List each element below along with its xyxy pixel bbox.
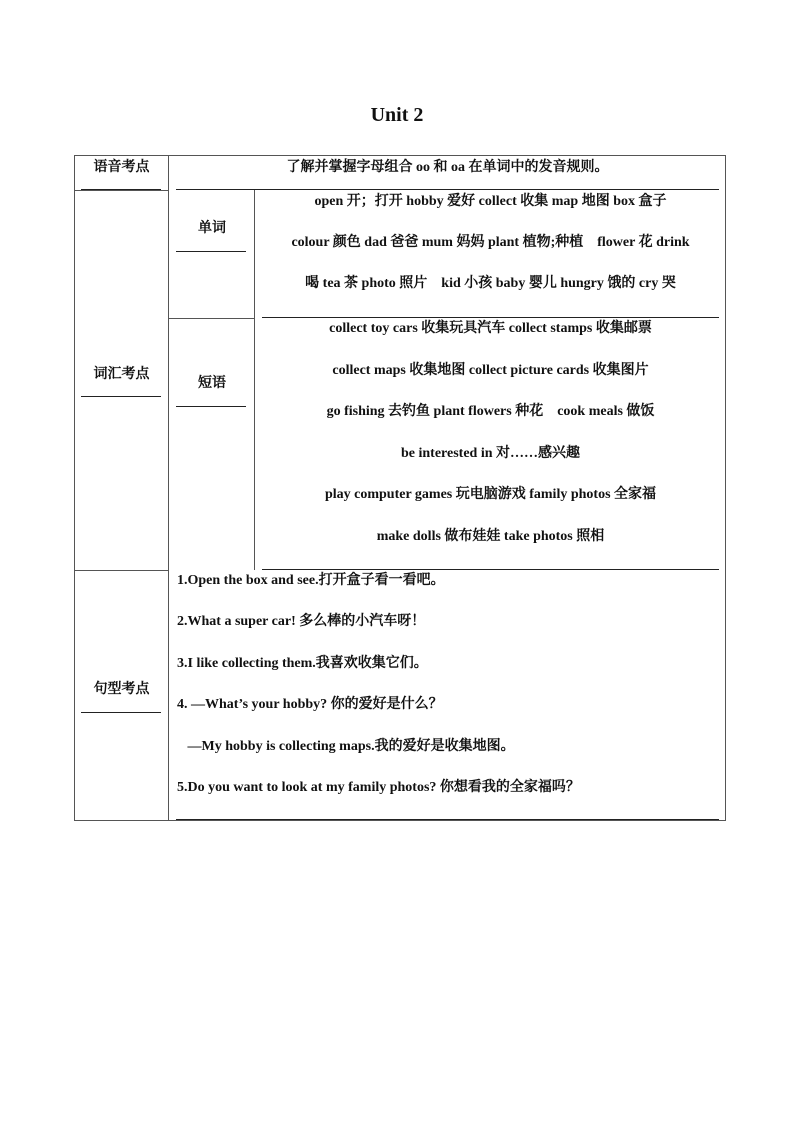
words-label: 单词	[198, 221, 226, 236]
pronunciation-label: 语音考点	[93, 160, 150, 175]
table-divider	[168, 155, 169, 821]
cell-underline	[81, 396, 161, 397]
table-divider	[74, 570, 169, 571]
cell-underline	[176, 189, 719, 190]
sentence-line: 1.Open the box and see.打开盒子看一看吧。	[177, 573, 445, 588]
sentence-line: 5.Do you want to look at my family photos? 你想看我的全家福吗？	[177, 780, 580, 795]
pronunciation-content: 了解并掌握字母组合 oo 和 oa 在单词中的发音规则。	[286, 160, 609, 175]
cell-underline	[81, 189, 161, 190]
sentence-line: 3.I like collecting them.我喜欢收集它们。	[177, 656, 428, 671]
sentence-line: 4. —What’s your hobby? 你的爱好是什么？	[177, 697, 443, 712]
phrase-line: make dolls 做布娃娃 take photos 照相	[376, 529, 605, 544]
sentence-line: 2.What a super car! 多么棒的小汽车呀！	[177, 614, 426, 629]
cell-underline	[176, 406, 246, 407]
phrase-line: collect toy cars 收集玩具汽车 collect stamps 收集邮票	[329, 321, 652, 336]
sentences-label: 句型考点	[93, 682, 150, 697]
sentence-line: —My hobby is collecting maps.我的爱好是收集地图。	[177, 739, 515, 754]
cell-underline	[176, 819, 719, 820]
cell-underline	[262, 317, 719, 318]
word-line: colour 颜色 dad 爸爸 mum 妈妈 plant 植物;种植 flower 花 drink	[291, 235, 690, 250]
cell-underline	[176, 251, 246, 252]
cell-underline	[81, 712, 161, 713]
word-line: 喝 tea 茶 photo 照片 kid 小孩 baby 婴儿 hungry 饿的 cry 哭	[305, 276, 676, 291]
vocabulary-label: 词汇考点	[93, 367, 150, 382]
table-divider	[168, 318, 255, 319]
phrase-line: collect maps 收集地图 collect picture cards 收集图片	[332, 363, 649, 378]
phrase-line: play computer games 玩电脑游戏 family photos 全家福	[324, 487, 657, 502]
page-title: Unit 2	[370, 104, 424, 126]
phrase-line: be interested in 对……感兴趣	[400, 446, 580, 461]
table-divider	[74, 190, 169, 191]
word-line: open 开；打开 hobby 爱好 collect 收集 map 地图 box 盒子	[314, 194, 667, 209]
cell-underline	[262, 569, 719, 570]
phrases-label: 短语	[198, 376, 226, 391]
phrase-line: go fishing 去钓鱼 plant flowers 种花 cook meals 做饭	[326, 404, 655, 419]
